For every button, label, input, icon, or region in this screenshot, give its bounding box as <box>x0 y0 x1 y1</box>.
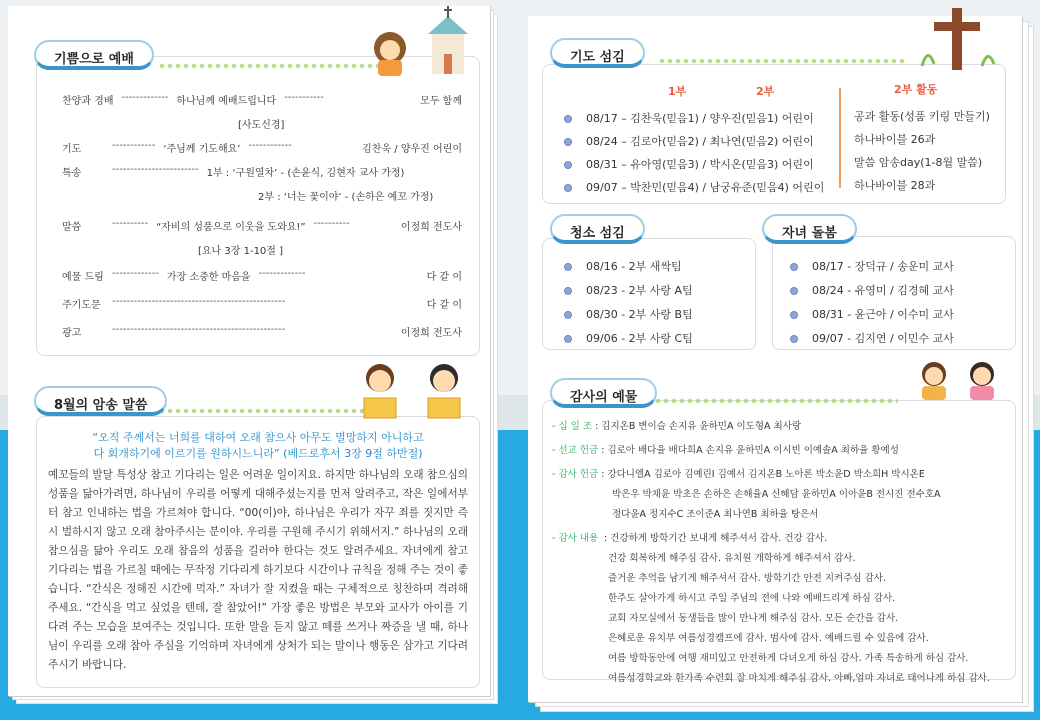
col-header-1: 1부 <box>668 85 687 98</box>
prayer-row-activity: 하나바이블 26과 <box>854 133 936 146</box>
memory-title: 8월의 암송 말씀 <box>34 386 167 416</box>
prayer-row-activity: 하나바이블 28과 <box>854 179 936 192</box>
jesus-church-illustration <box>368 6 480 76</box>
thanks-content-row: 한주도 살아가게 하시고 주일 주님의 전에 나와 예배드리게 하심 감사. <box>608 593 896 604</box>
cleaning-title: 청소 섬김 <box>550 214 645 244</box>
kids-praying-illustration <box>912 352 1012 402</box>
prayer-row-text: 09/07 – 박찬민(믿음4) / 남궁유준(믿음4) 어린이 <box>586 181 825 194</box>
childcare-row-text: 08/24 - 유영미 / 김경혜 교사 <box>812 284 954 297</box>
worship-row <box>62 296 462 311</box>
cleaning-row-text: 08/16 - 2부 새싹팀 <box>586 260 682 273</box>
cleaning-row <box>564 306 693 322</box>
childcare-row-text: 08/31 - 윤근아 / 이수미 교사 <box>812 308 954 321</box>
prayer-title: 기도 섬김 <box>550 38 645 68</box>
bullet-icon <box>790 311 798 319</box>
thanks-content-row: 즐거운 추억을 남기게 해주셔서 감사. 방학기간 안전 지켜주심 감사. <box>608 573 886 584</box>
prayer-row-activity: 말씀 암송day(1-8월 말씀) <box>854 156 983 169</box>
divider <box>158 61 378 71</box>
bullet-icon <box>790 335 798 343</box>
childcare-title: 자녀 돌봄 <box>762 214 857 244</box>
worship-row-name: 찬양과 경배 <box>62 96 114 107</box>
worship-row-right: 모두 함께 <box>420 96 462 107</box>
left-page <box>8 6 490 696</box>
worship-row-dash: ------------------------ <box>112 164 199 175</box>
col-header-2: 2부 <box>756 85 775 98</box>
mission-names: : 김로아 배다율 배다희A 손지유 윤하민A 이시빈 이예솔A 최하율 황예성 <box>601 445 899 456</box>
bullet-icon <box>564 184 572 192</box>
worship-row-dash: ------------- <box>112 268 159 279</box>
worship-row-mid: 하나님께 예배드립니다 <box>176 96 277 107</box>
bullet-icon <box>564 287 572 295</box>
mission-label: - 선교 헌금 <box>552 445 599 456</box>
prayer-row <box>564 156 814 172</box>
prayer-row <box>564 133 814 149</box>
prayer-row-activity: 공과 활동(성품 키링 만들기) <box>854 110 990 123</box>
bullet-icon <box>790 287 798 295</box>
worship-row <box>62 92 462 107</box>
worship-row-center: 2부 : ‘너는 꽃이야’ - (손하은 예꼬 가정) <box>258 192 434 203</box>
cleaning-row-text: 08/30 - 2부 사랑 B팀 <box>586 308 693 321</box>
verse-line-2: 다 회개하기에 이르기를 원하시느니라” (베드로후서 3장 9절 하반절) <box>93 447 423 460</box>
content-label: - 감사 내용 <box>552 533 599 544</box>
bullet-icon <box>564 138 572 146</box>
childcare-row-text: 09/07 - 김지연 / 이민수 교사 <box>812 332 954 345</box>
thanks-names-1: : 강다니엘A 김로아 김예린I 김예서 김지온B 노아론 박소윤D 박소희H 박시온E <box>601 469 925 480</box>
kids-reading-illustration <box>352 354 472 424</box>
worship-row-dash: ---------- <box>313 218 350 229</box>
tithe-names: : 김지온B 변이슬 손지유 윤하민A 이도형A 최사랑 <box>595 421 802 432</box>
right-page <box>528 16 1022 702</box>
worship-row-right: 다 같 이 <box>426 272 462 283</box>
worship-row-dash: ------------------------------------------------ <box>112 324 286 335</box>
childcare-row <box>790 282 954 298</box>
thanks-content-row: 교회 자모실에서 동생들을 많이 만나게 해주심 감사. 모든 순간을 감사. <box>608 613 899 624</box>
worship-row-name: 예물 드림 <box>62 272 104 283</box>
worship-row-dash: ------------ <box>112 140 156 151</box>
worship-row-mid: ‘주님께 기도해요’ <box>163 144 241 155</box>
bullet-icon <box>564 263 572 271</box>
thanks-content-row: 은혜로운 유치부 여름성경캠프에 감사. 범사에 감사. 예배드릴 수 있음에 감사. <box>608 633 929 644</box>
verse-line-1: “오직 주께서는 너희를 대하여 오래 참으사 아무도 멸망하지 아니하고 <box>92 431 424 444</box>
worship-row-name: 특송 <box>62 168 82 179</box>
prayer-row-text: 08/24 – 김로아(믿음2) / 최나연(믿음2) 어린이 <box>586 135 814 148</box>
childcare-row <box>790 258 954 274</box>
divider <box>638 396 898 406</box>
worship-row-right: 김찬욱 / 양우진 어린이 <box>362 144 462 155</box>
worship-row-dash: ------------------------------------------------ <box>112 296 286 307</box>
childcare-row-text: 08/17 - 장덕규 / 송운미 교사 <box>812 260 954 273</box>
worship-title: 기쁨으로 예배 <box>34 40 154 70</box>
worship-row-dash: ---------- <box>112 218 149 229</box>
thanks-content-row: 건강 회복하게 해주심 감사. 유치원 개학하게 해주셔서 감사. <box>608 553 856 564</box>
worship-row-dash: ------------- <box>258 268 306 279</box>
worship-row <box>62 218 462 233</box>
worship-row-name: 기도 <box>62 144 82 155</box>
worship-row-name: 주기도문 <box>62 300 101 311</box>
worship-row-dash: ------------ <box>248 140 292 151</box>
bullet-icon <box>790 263 798 271</box>
childcare-row <box>790 306 954 322</box>
worship-row <box>62 164 462 179</box>
cleaning-row <box>564 330 693 346</box>
cleaning-row-text: 08/23 - 2부 사랑 A팀 <box>586 284 693 297</box>
col-header-3: 2부 활동 <box>894 83 938 96</box>
divider <box>658 56 908 66</box>
thanks-content-row: 여름성경학교와 한가족 수련회 잘 마치게 해주심 감사. 아빠,엄마 자녀로 태어나게 하심 감사. <box>608 673 990 684</box>
prayer-row <box>564 110 814 126</box>
thanks-names-3: 정다윤A 정지수C 조이준A 최나연B 최하율 탕은서 <box>612 509 819 520</box>
bullet-icon <box>564 115 572 123</box>
worship-row-name: 말씀 <box>62 222 82 233</box>
worship-row-mid: 1부 : ‘구원열차’ - (손윤식, 김현자 교사 가정) <box>206 168 405 179</box>
tithe-label: - 십 일 조 <box>552 421 593 432</box>
cross-illustration <box>912 6 1002 76</box>
thanks-names-2: 박은우 박채윤 박초은 손하은 손해율A 신혜담 윤하민A 이아윤B 전시진 전수호A <box>612 489 941 500</box>
worship-row-mid: 가장 소중한 마음을 <box>166 272 251 283</box>
childcare-row <box>790 330 954 346</box>
worship-row-center: [사도신경] <box>238 120 285 131</box>
worship-row-center: [요나 3장 1-10절 ] <box>198 246 284 257</box>
worship-row-right: 이정희 전도사 <box>400 222 462 233</box>
thanks-label: - 감사 헌금 <box>552 469 599 480</box>
worship-row-right: 다 같 이 <box>426 300 462 311</box>
offering-title: 감사의 예물 <box>550 378 657 408</box>
cleaning-row <box>564 282 693 298</box>
prayer-row <box>564 179 824 195</box>
bullet-icon <box>564 161 572 169</box>
worship-row <box>62 268 462 283</box>
worship-row-dash: ------------- <box>121 92 169 103</box>
worship-row-name: 광고 <box>62 328 82 339</box>
bullet-icon <box>564 311 572 319</box>
prayer-row-text: 08/17 – 김찬욱(믿음1) / 양우진(믿음1) 어린이 <box>586 112 814 125</box>
cleaning-row-text: 09/06 - 2부 사랑 C팀 <box>586 332 693 345</box>
worship-row <box>62 140 462 155</box>
thanks-content-row: : 건강하게 방학기간 보내게 해주셔서 감사. 건강 감사. <box>604 533 828 544</box>
cleaning-row <box>564 258 682 274</box>
worship-row-dash: ----------- <box>284 92 324 103</box>
worship-row-right: 이정희 전도사 <box>400 328 462 339</box>
memory-paragraph: 예꼬들의 발달 특성상 참고 기다리는 일은 어려운 일이지요. 하지만 하나님의 오래 참으심의 성품을 닮아가려면, 하나님이 우리를 어떻게 대해주셨는지를 먼저 알려주고, 작은 일에서부터 참고 인내하는 법을 가르쳐야 합니다. “00(이)야, 하나님은 우리가 자꾸 죄를 짓지만 즉시 벌하시지 않고 오래 참아주시는 분이야. 우리를 구원해 주시기 위해서지.” 하나님의 오래 참으심을 닮아 우리도 오래 참음의 성품을 길러야 한다는 것도 알려주세요. 자녀에게 참고 기다리는 법을 가르칠 때에는 무작정 기다리게 하기보다 시간이나 규칙을 정해 주는 것이 좋습니다. “간식은 정해진 시간에 먹자.” 자녀가 잘 지켰을 때는 구체적으로 칭찬하며 격려해 주세요. “간식을 먹고 싶었을 텐데, 잘 참았어!” 가장 좋은 방법은 부모와 교사가 아이를 기다려 주는 모습을 보여주는 것입니다. 또한 말을 듣지 않고 떼를 쓰거나 짜증을 낼 때, 하나님이 우리를 오래 참아 주심을 기억하며 자녀에게 상처가 되는 말이나 행동은 삼가고 기다려 주시기 바랍니다. <box>48 469 468 671</box>
divider <box>839 88 841 188</box>
bullet-icon <box>564 335 572 343</box>
thanks-content-row: 여름 방학동안에 여행 재미있고 안전하게 다녀오게 하심 감사. 가족 특송하게 하심 감사. <box>608 653 969 664</box>
worship-row <box>62 324 462 339</box>
prayer-row-text: 08/31 – 유아영(믿음3) / 박시온(믿음3) 어린이 <box>586 158 814 171</box>
worship-row-mid: “자비의 성품으로 이웃을 도와요!” <box>156 222 306 233</box>
